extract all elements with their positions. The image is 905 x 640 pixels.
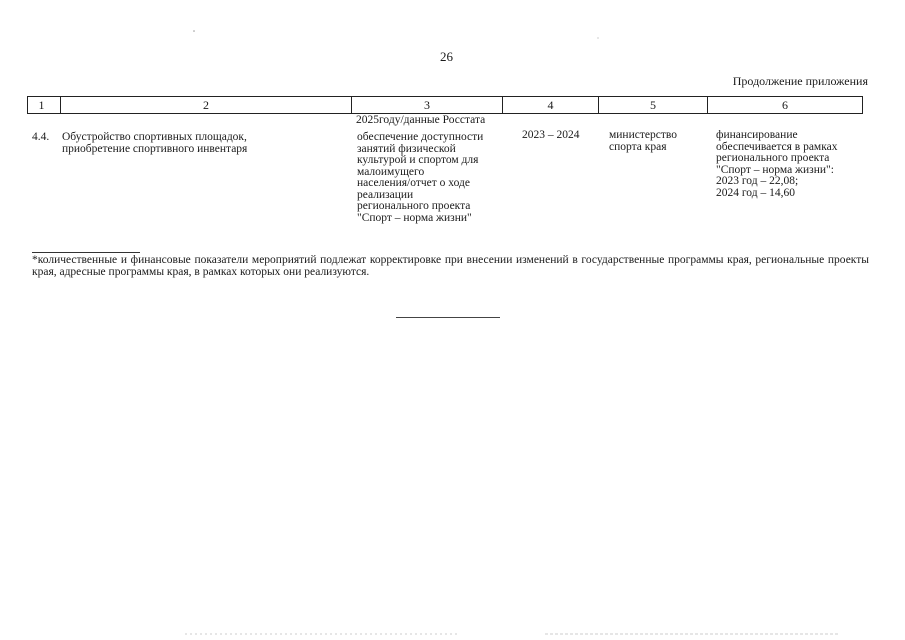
measure-name-line: приобретение спортивного инвентаря	[62, 142, 248, 155]
measure-name	[62, 132, 302, 155]
financing-line: "Спорт – норма жизни":	[716, 163, 834, 176]
indicator-line: регионального проекта	[357, 200, 471, 212]
header-col-4: 4	[503, 97, 599, 114]
end-of-document-rule	[396, 317, 500, 318]
indicator-line: "Спорт – норма жизни"	[357, 211, 472, 224]
page-number: 26	[440, 49, 453, 64]
column-number-header	[27, 96, 863, 114]
financing-text	[716, 130, 866, 199]
financing-line: финансирование	[716, 129, 798, 141]
indicator-line: малоимущего	[357, 165, 425, 178]
header-col-1: 1	[28, 97, 56, 114]
indicator-line: населения/отчет о ходе	[357, 177, 470, 189]
header-col-6: 6	[708, 97, 863, 114]
footnote-text: *количественные и финансовые показатели мероприятий подлежат корректировке при внесении изменений в государственные программы края, региональные проекты края, адресные программы края, в рамках которых они реализуются.	[32, 254, 869, 278]
footnote-separator	[32, 252, 140, 253]
measure-name-line: Обустройство спортивных площадок,	[62, 131, 247, 143]
header-col-5: 5	[599, 97, 708, 114]
financing-line: регионального проекта	[716, 152, 830, 164]
implementation-period: 2023 – 2024	[522, 129, 580, 141]
executor-line: министерство	[609, 129, 677, 141]
financing-line: 2023 год – 22,08;	[716, 175, 799, 187]
indicator-text	[357, 132, 507, 224]
header-col-3: 3	[352, 97, 503, 114]
continuation-label: Продолжение приложения	[732, 74, 868, 88]
header-col-2: 2	[61, 97, 352, 114]
indicator-line: обеспечение доступности	[357, 131, 484, 143]
indicator-line: реализации	[357, 188, 414, 201]
financing-line: 2024 год – 14,60	[716, 186, 795, 199]
carryover-text: 2025году/данные Росстата	[356, 114, 486, 126]
row-number: 4.4.	[32, 131, 50, 143]
executor-line: спорта края	[609, 140, 667, 153]
executor-text	[609, 130, 699, 153]
indicator-line: культурой и спортом для	[357, 154, 479, 166]
financing-line: обеспечивается в рамках	[716, 140, 838, 153]
indicator-line: занятий физической	[357, 142, 456, 155]
